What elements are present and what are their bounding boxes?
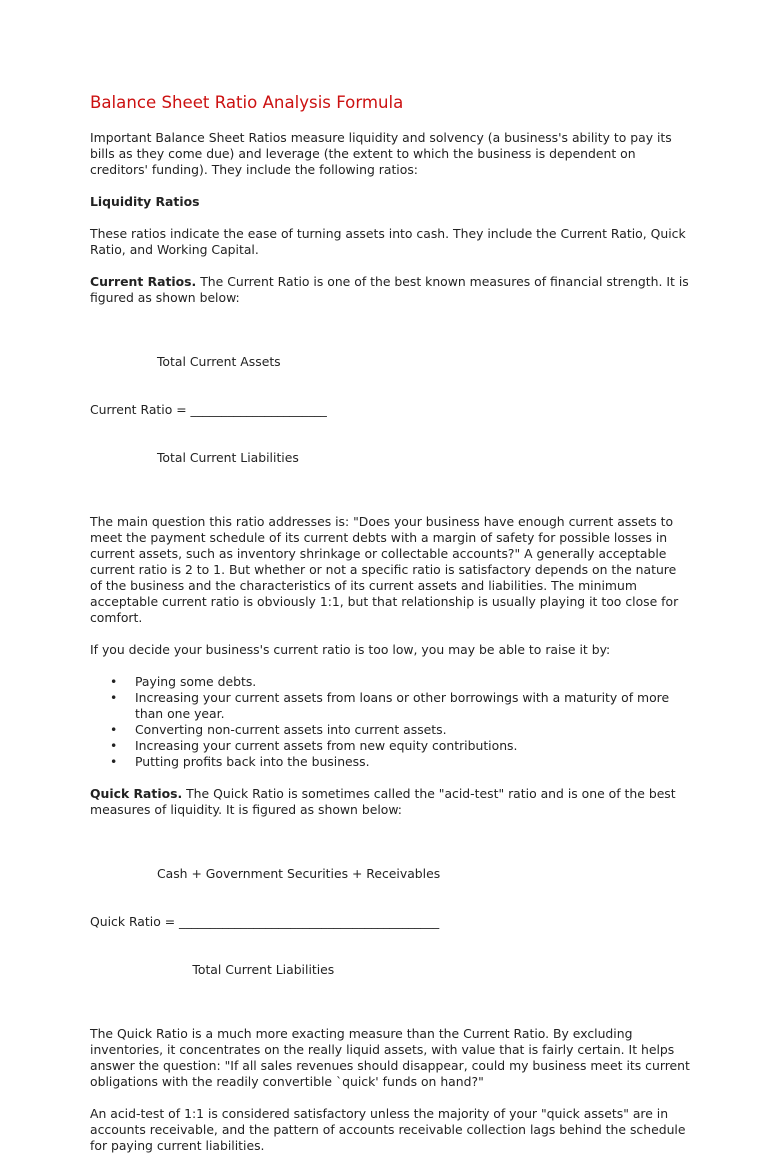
page-title: Balance Sheet Ratio Analysis Formula [90,93,404,112]
list-item: • Paying some debts. [110,674,257,689]
current-ratio-text: The Current Ratio is one of the best known measures of financial strength. It is figured as shown below: [90,274,689,305]
current-ratio-paragraph [90,274,690,306]
current-formula-denominator: Total Current Liabilities [90,450,299,465]
acid-test-paragraph: An acid-test of 1:1 is considered satisfactory unless the majority of your "quick assets" are in accounts receivable, and the pattern of accounts receivable collection lags behind the schedule for paying current liabilities. [90,1106,686,1153]
current-ratio-explanation: The main question this ratio addresses is: "Does your business have enough current assets to meet the payment schedule of its current debts with a margin of safety for possible losses in current assets, such as inventory shrinkage or collectable accounts?" A generally acceptable current ratio is 2 to 1. But whether or not a specific ratio is satisfactory depends on the nature of the business and the characteristics of its current assets and liabilities. The minimum acceptable current ratio is obviously 1:1, but that relationship is usually playing it too close for comfort. [90,514,679,625]
quick-formula-denominator: Total Current Liabilities [90,962,335,977]
quick-ratio-formula [90,834,690,1010]
bullet-icon: • [110,722,118,737]
liquidity-paragraph: These ratios indicate the ease of turning assets into cash. They include the Current Ratio, Quick Ratio, and Working Capital. [90,226,686,257]
document-page [90,92,690,1170]
quick-ratio-explanation: The Quick Ratio is a much more exacting measure than the Current Ratio. By excluding inventories, it concentrates on the really liquid assets, with value that is fairly certain. It helps answer the question: "If all sales revenues should disappear, could my business meet its current obligations with the readily convertible `quick' funds on hand?" [90,1026,690,1089]
raise-ratio-list [90,674,690,770]
current-ratio-formula [90,322,690,498]
quick-formula-numerator: Cash + Government Securities + Receivables [90,866,441,881]
current-formula-fraction-line: Current Ratio = ______________________ [90,402,327,417]
list-item: • Increasing your current assets from loans or other borrowings with a maturity of more than one year. [110,690,670,721]
intro-paragraph: Important Balance Sheet Ratios measure liquidity and solvency (a business's ability to pay its bills as they come due) and leverage (the extent to which the business is dependent on creditors' funding). They include the following ratios: [90,130,672,177]
list-item: • Putting profits back into the business. [110,754,370,769]
current-formula-numerator: Total Current Assets [90,354,281,369]
quick-ratio-text: The Quick Ratio is sometimes called the "acid-test" ratio and is one of the best measures of liquidity. It is figured as shown below: [90,786,676,817]
bullet-icon: • [110,690,118,705]
quick-ratio-paragraph [90,786,690,818]
current-ratio-heading: Current Ratios. [90,274,197,289]
list-item: • Converting non-current assets into current assets. [110,722,447,737]
bullet-icon: • [110,674,118,689]
quick-ratio-heading: Quick Ratios. [90,786,183,801]
bullet-icon: • [110,754,118,769]
raise-ratio-intro: If you decide your business's current ratio is too low, you may be able to raise it by: [90,642,611,657]
list-item: • Increasing your current assets from new equity contributions. [110,738,518,753]
quick-formula-fraction-line: Quick Ratio = __________________________________________ [90,914,440,929]
liquidity-heading: Liquidity Ratios [90,194,200,209]
bullet-icon: • [110,738,118,753]
